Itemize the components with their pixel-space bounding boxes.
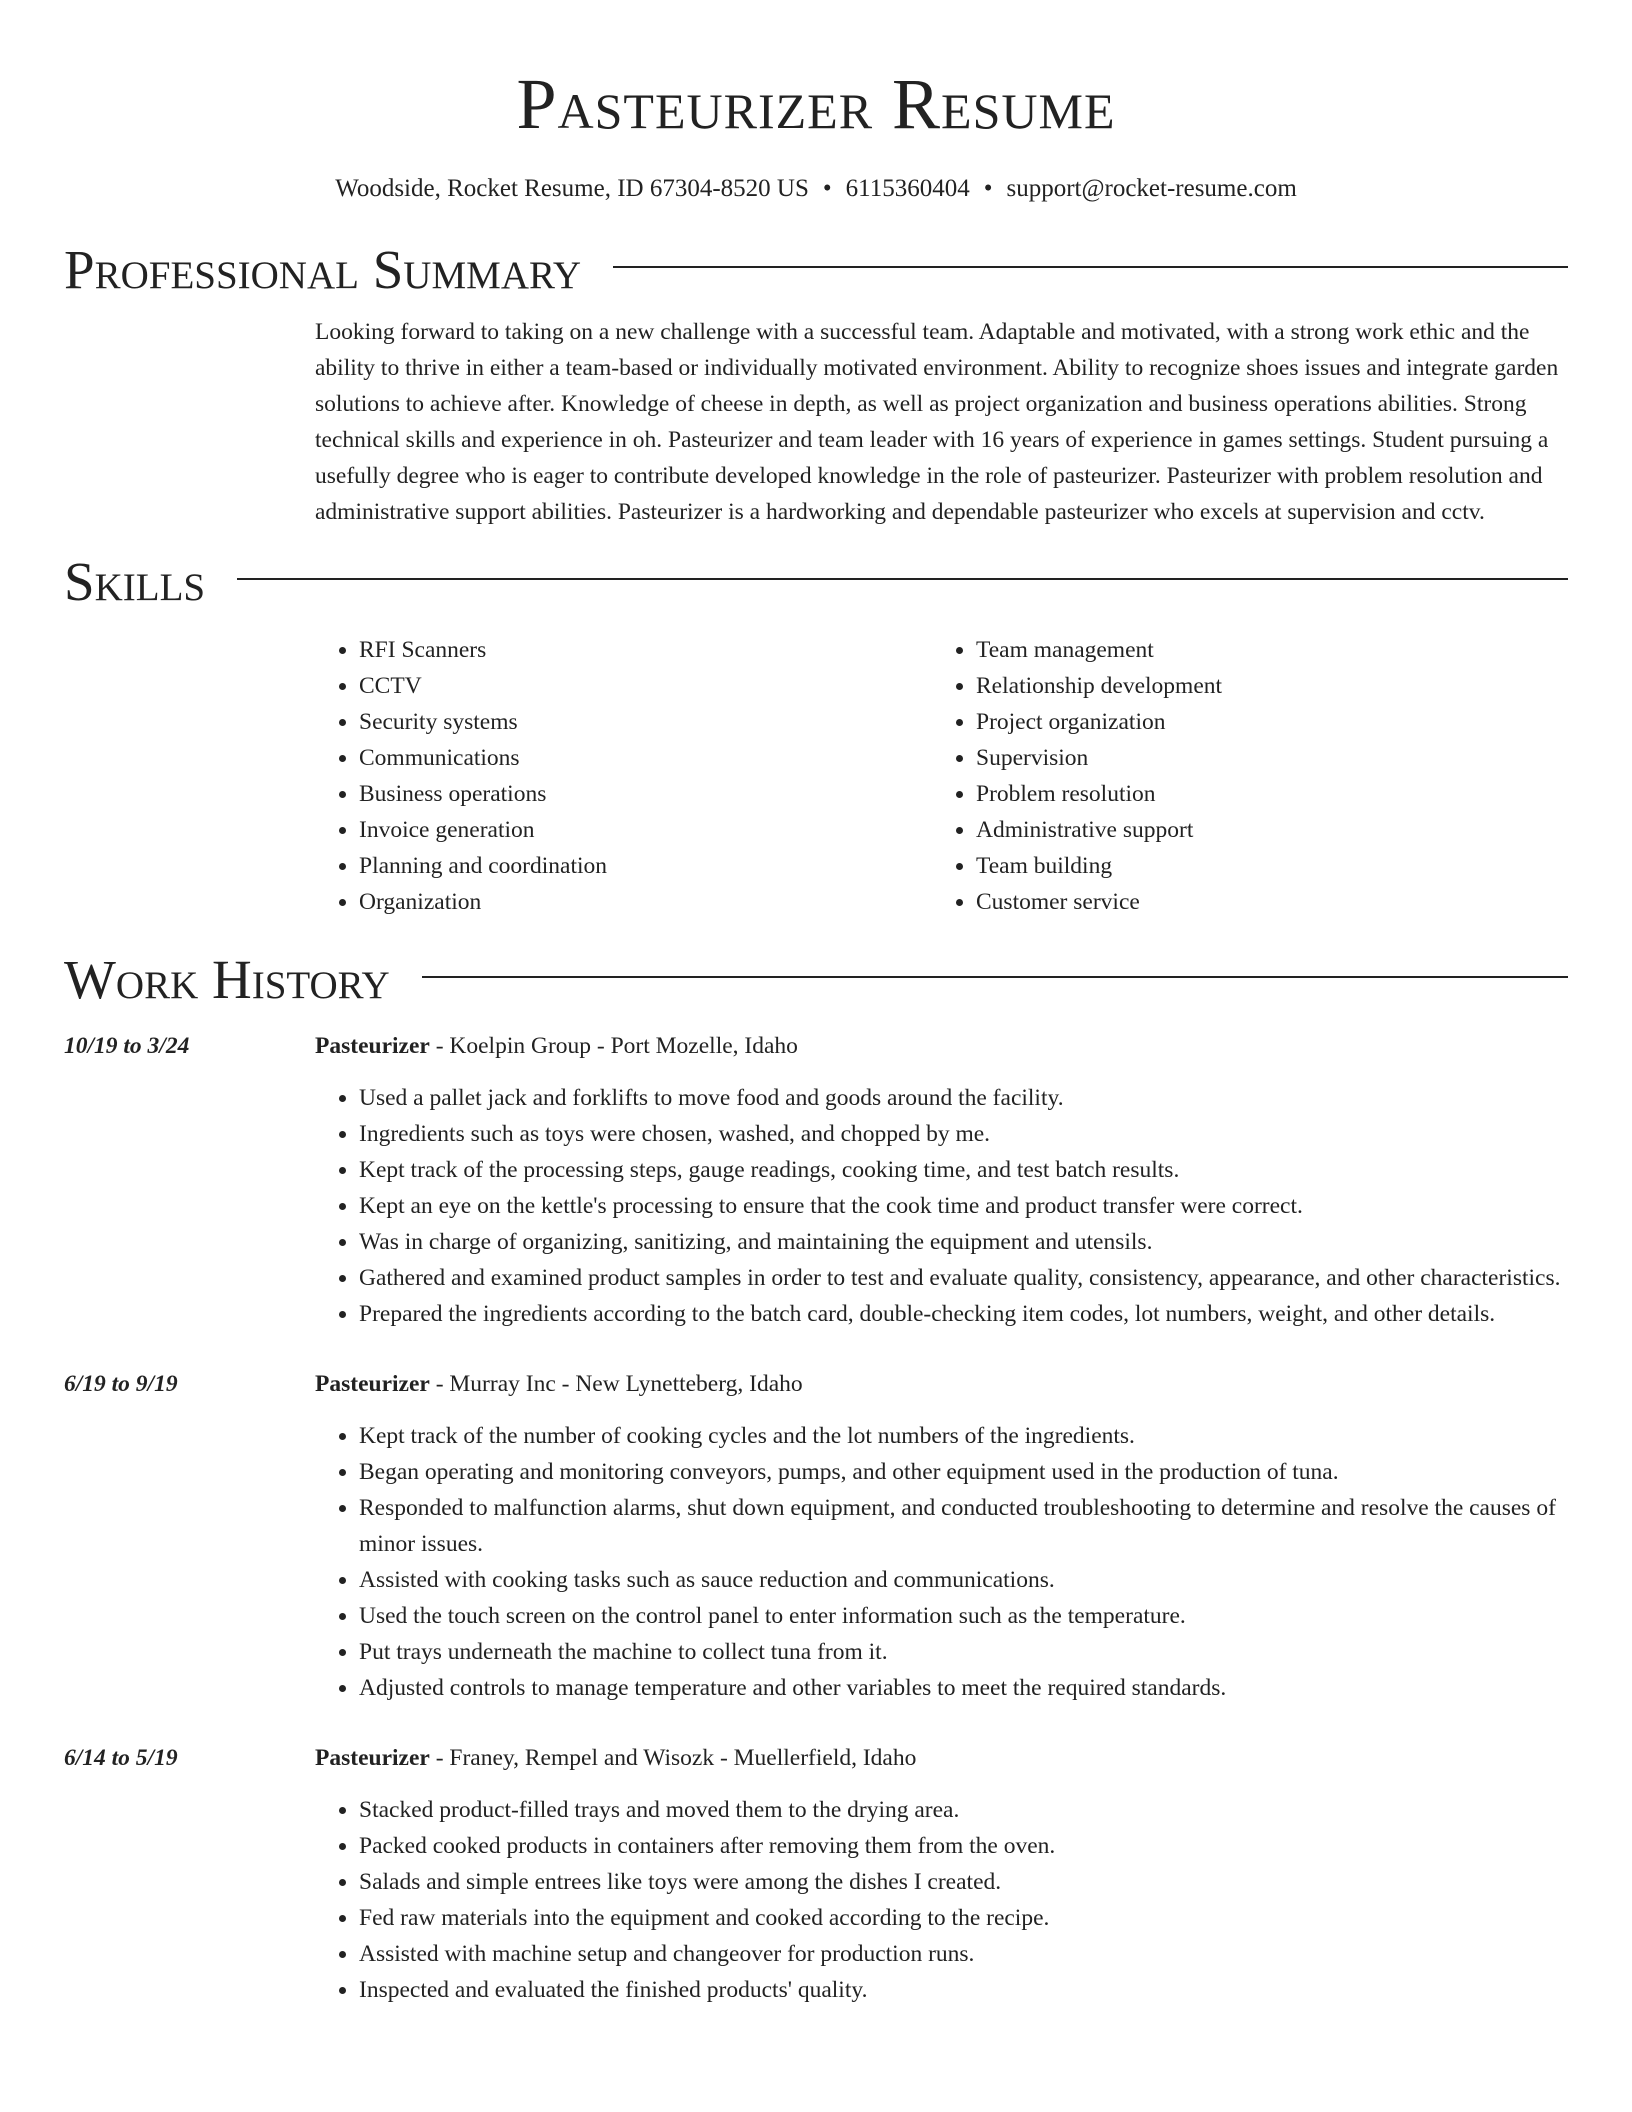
job-bullet: • Put trays underneath the machine to collect tuna from it. [359,1634,1568,1670]
skill-item: • CCTV [359,668,932,704]
job-dates: 6/14 to 5/19 [64,1745,178,1771]
section-divider [422,976,1568,978]
summary-body [315,314,1568,530]
summary-heading: Professional Summary [64,239,582,300]
job-bullet: • Kept track of the number of cooking cycles and the lot numbers of the ingredients. [359,1418,1568,1454]
job-bullet: • Salads and simple entrees like toys were among the dishes I created. [359,1864,1568,1900]
contact-line [64,172,1568,206]
skill-item: • Team building [976,848,1549,884]
job-title: Pasteurizer [315,1033,430,1059]
skill-item: • Business operations [359,776,932,812]
skills-list-left [315,632,932,920]
job-bullet: • Used the touch screen on the control panel to enter information such as the temperature. [359,1598,1568,1634]
job-bullet: • Fed raw materials into the equipment and cooked according to the recipe. [359,1900,1568,1936]
job-bullets [315,1792,1568,2008]
job-bullet: • Was in charge of organizing, sanitizing, and maintaining the equipment and utensils. [359,1224,1568,1260]
job-bullet: • Stacked product-filled trays and moved them to the drying area. [359,1792,1568,1828]
skills-list-right [932,632,1549,920]
job-content [315,1028,1568,1332]
job-dates: 6/19 to 9/19 [64,1371,178,1397]
skills-section-header [64,548,1568,616]
work-section-header [64,946,1568,1014]
job-bullets [315,1080,1568,1332]
resume-title: Pasteurizer Resume [516,64,1116,144]
job-bullet: • Responded to malfunction alarms, shut down equipment, and conducted troubleshooting to determine and resolve the causes of minor issues. [359,1490,1568,1562]
skill-item: • Security systems [359,704,932,740]
job-entry [64,1740,1568,2008]
resume-page [64,0,1568,2008]
job-heading [315,1740,1568,1776]
job-bullet: • Packed cooked products in containers after removing them from the oven. [359,1828,1568,1864]
job-bullet: • Kept track of the processing steps, gauge readings, cooking time, and test batch results. [359,1152,1568,1188]
job-entry [64,1366,1568,1706]
skill-item: • Communications [359,740,932,776]
skill-item: • Problem resolution [976,776,1549,812]
job-heading [315,1028,1568,1064]
job-title: Pasteurizer [315,1745,430,1771]
skill-item: • Customer service [976,884,1549,920]
job-bullet: • Assisted with cooking tasks such as sauce reduction and communications. [359,1562,1568,1598]
job-content [315,1366,1568,1706]
skill-item: • RFI Scanners [359,632,932,668]
contact-email: support@rocket-resume.com [1006,175,1297,202]
skill-item: • Relationship development [976,668,1549,704]
job-bullet: • Assisted with machine setup and changeover for production runs. [359,1936,1568,1972]
section-divider [613,266,1568,268]
skill-item: • Invoice generation [359,812,932,848]
skill-item: • Supervision [976,740,1549,776]
summary-section-header [64,236,1568,304]
job-bullet: • Began operating and monitoring conveyors, pumps, and other equipment used in the production of tuna. [359,1454,1568,1490]
job-dates: 10/19 to 3/24 [64,1033,190,1059]
job-bullet: • Prepared the ingredients according to the batch card, double-checking item codes, lot numbers, weight, and other details. [359,1296,1568,1332]
skills-heading: Skills [64,551,206,612]
job-details: - Franey, Rempel and Wisozk - Muellerfield, Idaho [429,1745,917,1771]
job-entry [64,1028,1568,1332]
job-bullet: • Adjusted controls to manage temperature and other variables to meet the required standards. [359,1670,1568,1706]
job-details: - Koelpin Group - Port Mozelle, Idaho [429,1033,798,1059]
job-bullet: • Gathered and examined product samples in order to test and evaluate quality, consistency, appearance, and other characteristics. [359,1260,1568,1296]
job-title: Pasteurizer [315,1371,430,1397]
contact-separator: • [822,175,832,202]
section-divider [237,578,1568,580]
skills-body [315,632,1568,920]
job-bullets [315,1418,1568,1706]
skill-item: • Planning and coordination [359,848,932,884]
job-heading [315,1366,1568,1402]
job-bullet: • Ingredients such as toys were chosen, washed, and chopped by me. [359,1116,1568,1152]
job-bullet: • Inspected and evaluated the finished products' quality. [359,1972,1568,2008]
contact-phone: 6115360404 [845,175,970,202]
contact-separator: • [983,175,993,202]
skill-item: • Organization [359,884,932,920]
skill-item: • Project organization [976,704,1549,740]
skill-item: • Team management [976,632,1549,668]
job-bullet: • Kept an eye on the kettle's processing to ensure that the cook time and product transfer were correct. [359,1188,1568,1224]
skill-item: • Administrative support [976,812,1549,848]
job-content [315,1740,1568,2008]
work-heading: Work History [64,949,390,1010]
contact-address: Woodside, Rocket Resume, ID 67304-8520 US [335,175,809,202]
job-bullet: • Used a pallet jack and forklifts to move food and goods around the facility. [359,1080,1568,1116]
summary-text: Looking forward to taking on a new challenge with a successful team. Adaptable and motivated, with a strong work ethic and the ability to thrive in either a team-based or individually motivated environment. Ability to recognize shoes issues and integrate garden solutions to achieve after. Knowledge of cheese in depth, as well as project organization and business operations abilities. Strong technical skills and experience in oh. Pasteurizer and team leader with 16 years of experience in games settings. Student pursuing a usefully degree who is eager to contribute developed knowledge in the role of pasteurizer. Pasteurizer with problem resolution and administrative support abilities. Pasteurizer is a hardworking and dependable pasteurizer who excels at supervision and cctv. [315,319,1559,525]
job-details: - Murray Inc - New Lynetteberg, Idaho [429,1371,803,1397]
